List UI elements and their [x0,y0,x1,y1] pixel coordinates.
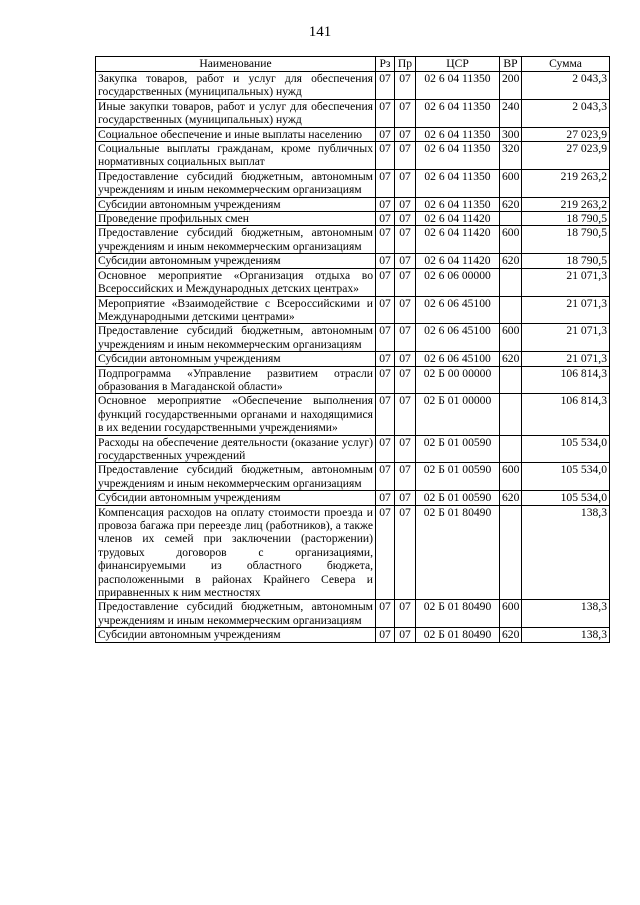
cell-name: Закупка товаров, работ и услуг для обеспечения государственных (муниципальных) нужд [96,72,376,100]
cell-name: Субсидии автономным учреждениям [96,197,376,211]
cell-pr: 07 [395,99,416,127]
header-rz: Рз [376,57,395,72]
table-row [96,296,610,324]
cell-vr: 240 [500,99,522,127]
cell-vr [500,505,522,600]
cell-name: Субсидии автономным учреждениям [96,491,376,505]
cell-rz: 07 [376,296,395,324]
cell-pr: 07 [395,628,416,642]
cell-pr: 07 [395,197,416,211]
cell-sum: 138,3 [522,600,610,628]
cell-csr: 02 Б 01 00000 [416,394,500,435]
table-row [96,505,610,600]
cell-csr: 02 6 04 11350 [416,72,500,100]
cell-csr: 02 Б 01 80490 [416,628,500,642]
cell-csr: 02 6 04 11350 [416,142,500,170]
cell-name: Субсидии автономным учреждениям [96,352,376,366]
cell-sum: 219 263,2 [522,169,610,197]
cell-pr: 07 [395,212,416,226]
table-row [96,600,610,628]
cell-csr: 02 Б 01 00590 [416,491,500,505]
cell-sum: 106 814,3 [522,366,610,394]
cell-rz: 07 [376,169,395,197]
cell-rz: 07 [376,268,395,296]
table-body [96,72,610,643]
cell-pr: 07 [395,491,416,505]
cell-csr: 02 Б 01 00590 [416,463,500,491]
cell-name: Социальные выплаты гражданам, кроме публичных нормативных социальных выплат [96,142,376,170]
table-row [96,99,610,127]
cell-vr: 300 [500,127,522,141]
cell-vr: 620 [500,254,522,268]
cell-vr [500,268,522,296]
table-row [96,127,610,141]
table-row [96,254,610,268]
cell-sum: 21 071,3 [522,268,610,296]
cell-pr: 07 [395,268,416,296]
cell-sum: 105 534,0 [522,463,610,491]
cell-vr [500,366,522,394]
cell-rz: 07 [376,212,395,226]
cell-pr: 07 [395,254,416,268]
cell-name: Социальное обеспечение и иные выплаты населению [96,127,376,141]
cell-pr: 07 [395,296,416,324]
cell-vr: 600 [500,463,522,491]
table-row [96,268,610,296]
cell-name: Подпрограмма «Управление развитием отрасли образования в Магаданской области» [96,366,376,394]
cell-pr: 07 [395,435,416,463]
cell-rz: 07 [376,197,395,211]
cell-csr: 02 6 06 00000 [416,268,500,296]
cell-rz: 07 [376,505,395,600]
cell-pr: 07 [395,505,416,600]
cell-name: Предоставление субсидий бюджетным, автономным учреждениям и иным некоммерческим организациям [96,226,376,254]
cell-pr: 07 [395,366,416,394]
cell-sum: 2 043,3 [522,72,610,100]
table-row [96,324,610,352]
header-sum: Сумма [522,57,610,72]
cell-csr: 02 6 04 11420 [416,254,500,268]
table-row [96,142,610,170]
cell-name: Предоставление субсидий бюджетным, автономным учреждениям и иным некоммерческим организациям [96,600,376,628]
cell-sum: 138,3 [522,505,610,600]
table-row [96,435,610,463]
cell-name: Основное мероприятие «Обеспечение выполнения функций государственными органами и находящимися в их ведении государственными учреждениями» [96,394,376,435]
cell-csr: 02 6 06 45100 [416,352,500,366]
header-pr: Пр [395,57,416,72]
cell-rz: 07 [376,226,395,254]
cell-rz: 07 [376,72,395,100]
cell-csr: 02 6 06 45100 [416,324,500,352]
cell-sum: 21 071,3 [522,352,610,366]
cell-sum: 106 814,3 [522,394,610,435]
header-csr: ЦСР [416,57,500,72]
cell-vr: 600 [500,324,522,352]
cell-sum: 27 023,9 [522,127,610,141]
cell-rz: 07 [376,600,395,628]
cell-vr: 200 [500,72,522,100]
cell-name: Предоставление субсидий бюджетным, автономным учреждениям и иным некоммерческим организациям [96,463,376,491]
cell-vr: 620 [500,628,522,642]
cell-sum: 21 071,3 [522,324,610,352]
cell-csr: 02 6 06 45100 [416,296,500,324]
cell-rz: 07 [376,254,395,268]
cell-name: Расходы на обеспечение деятельности (оказание услуг) государственных учреждений [96,435,376,463]
table-row [96,169,610,197]
cell-rz: 07 [376,324,395,352]
cell-sum: 18 790,5 [522,226,610,254]
cell-vr: 600 [500,226,522,254]
cell-sum: 105 534,0 [522,491,610,505]
cell-rz: 07 [376,463,395,491]
cell-pr: 07 [395,463,416,491]
cell-pr: 07 [395,72,416,100]
cell-sum: 18 790,5 [522,254,610,268]
cell-vr: 620 [500,352,522,366]
budget-table [95,56,610,643]
cell-csr: 02 Б 01 00590 [416,435,500,463]
cell-pr: 07 [395,142,416,170]
table-row [96,628,610,642]
cell-name: Иные закупки товаров, работ и услуг для обеспечения государственных (муниципальных) нужд [96,99,376,127]
cell-vr: 620 [500,491,522,505]
table-row [96,212,610,226]
table-row [96,226,610,254]
page-number: 141 [308,24,332,40]
cell-name: Мероприятие «Взаимодействие с Всероссийскими и Международными детскими центрами» [96,296,376,324]
cell-pr: 07 [395,352,416,366]
header-name: Наименование [96,57,376,72]
cell-name: Проведение профильных смен [96,212,376,226]
table-row [96,197,610,211]
table-row [96,366,610,394]
cell-rz: 07 [376,99,395,127]
cell-csr: 02 6 04 11420 [416,226,500,254]
cell-sum: 138,3 [522,628,610,642]
cell-vr: 620 [500,197,522,211]
cell-name: Предоставление субсидий бюджетным, автономным учреждениям и иным некоммерческим организациям [96,169,376,197]
table-row [96,352,610,366]
cell-rz: 07 [376,435,395,463]
cell-vr [500,394,522,435]
table-row [96,394,610,435]
cell-name: Субсидии автономным учреждениям [96,254,376,268]
cell-rz: 07 [376,352,395,366]
cell-pr: 07 [395,127,416,141]
cell-pr: 07 [395,394,416,435]
cell-vr [500,296,522,324]
cell-pr: 07 [395,600,416,628]
table-row [96,491,610,505]
cell-csr: 02 Б 01 80490 [416,505,500,600]
cell-rz: 07 [376,127,395,141]
cell-rz: 07 [376,491,395,505]
cell-csr: 02 6 04 11420 [416,212,500,226]
cell-vr: 600 [500,169,522,197]
table-header-row [96,57,610,72]
cell-sum: 21 071,3 [522,296,610,324]
cell-name: Субсидии автономным учреждениям [96,628,376,642]
cell-pr: 07 [395,169,416,197]
cell-csr: 02 6 04 11350 [416,127,500,141]
cell-sum: 18 790,5 [522,212,610,226]
cell-vr: 320 [500,142,522,170]
cell-csr: 02 6 04 11350 [416,169,500,197]
table-row [96,463,610,491]
cell-rz: 07 [376,142,395,170]
cell-sum: 219 263,2 [522,197,610,211]
header-vr: ВР [500,57,522,72]
cell-rz: 07 [376,366,395,394]
cell-pr: 07 [395,324,416,352]
cell-name: Основное мероприятие «Организация отдыха во Всероссийских и Международных детских центрах» [96,268,376,296]
cell-vr [500,212,522,226]
cell-name: Компенсация расходов на оплату стоимости проезда и провоза багажа при переезде лиц (работников), а также членов их семей при заключении (расторжении) трудовых договоров с организациями, финансируемыми из областного бюджета, расположенными в районах Крайнего Севера и приравненных к ним местностях [96,505,376,600]
cell-pr: 07 [395,226,416,254]
cell-rz: 07 [376,394,395,435]
cell-vr [500,435,522,463]
cell-csr: 02 6 04 11350 [416,99,500,127]
cell-csr: 02 6 04 11350 [416,197,500,211]
table-row [96,72,610,100]
cell-rz: 07 [376,628,395,642]
cell-vr: 600 [500,600,522,628]
cell-name: Предоставление субсидий бюджетным, автономным учреждениям и иным некоммерческим организациям [96,324,376,352]
cell-sum: 27 023,9 [522,142,610,170]
cell-csr: 02 Б 01 80490 [416,600,500,628]
cell-sum: 105 534,0 [522,435,610,463]
cell-sum: 2 043,3 [522,99,610,127]
cell-csr: 02 Б 00 00000 [416,366,500,394]
